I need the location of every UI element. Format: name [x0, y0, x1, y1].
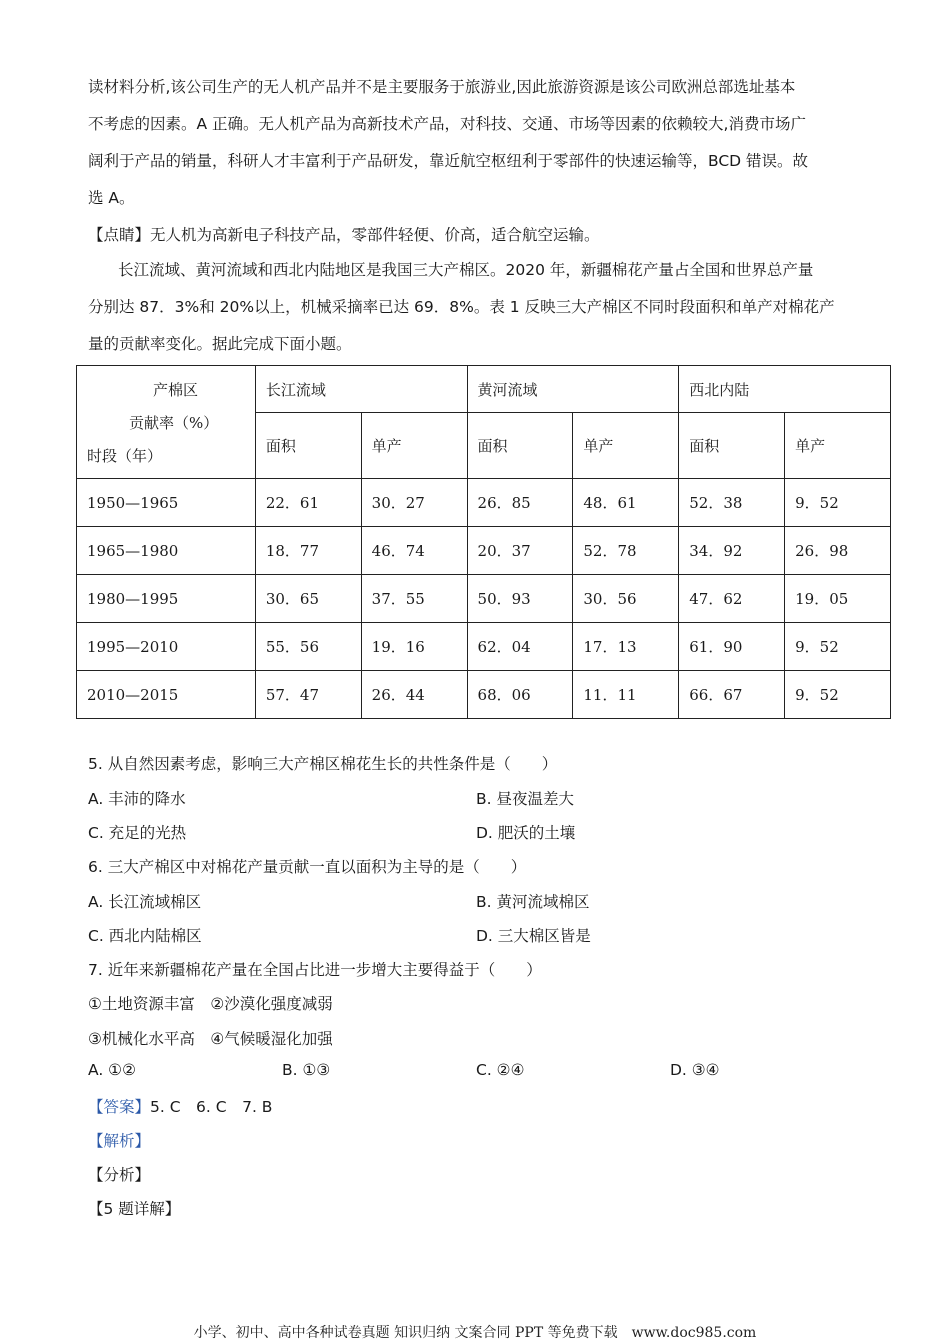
region-header-huanghe: 黄河流域 — [467, 366, 679, 413]
q5-option-b: B. 昼夜温差大 — [476, 790, 574, 808]
value-cell: 62．04 — [467, 623, 573, 671]
material-line-3: 量的贡献率变化。据此完成下面小题。 — [88, 335, 352, 353]
q7-statements-1: ①土地资源丰富 ②沙漠化强度减弱 — [88, 995, 333, 1013]
question-5-stem: 5. 从自然因素考虑，影响三大产棉区棉花生长的共性条件是（ ） — [88, 755, 558, 773]
value-cell: 68．06 — [467, 671, 573, 719]
corner-region-label: 产棉区 — [153, 381, 199, 399]
value-cell: 20．37 — [467, 527, 573, 575]
question-6-stem: 6. 三大产棉区中对棉花产量贡献一直以面积为主导的是（ ） — [88, 858, 527, 876]
q6-option-a: A. 长江流域棉区 — [88, 893, 202, 911]
value-cell: 26．98 — [785, 527, 891, 575]
q6-option-b: B. 黄河流域棉区 — [476, 893, 590, 911]
tip-line: 【点睛】无人机为高新电子科技产品，零部件轻便、价高，适合航空运输。 — [88, 226, 600, 244]
sub-header-area: 面积 — [255, 413, 361, 479]
sub-header-yield: 单产 — [785, 413, 891, 479]
value-cell: 50．93 — [467, 575, 573, 623]
corner-period-label: 时段（年） — [87, 447, 163, 465]
sub-header-yield: 单产 — [573, 413, 679, 479]
value-cell: 9．52 — [785, 671, 891, 719]
period-cell: 1950—1965 — [77, 479, 256, 527]
intro-line-2: 不考虑的因素。A 正确。无人机产品为高新技术产品，对科技、交通、市场等因素的依赖较大,消费市场广 — [88, 115, 806, 133]
table-row — [77, 575, 891, 623]
table-row — [77, 479, 891, 527]
q7-option-d: D. ③④ — [670, 1061, 720, 1079]
material-line-1: 长江流域、黄河流域和西北内陆地区是我国三大产棉区。2020 年，新疆棉花产量占全国和世界总产量 — [118, 261, 814, 279]
region-header-xibei: 西北内陆 — [679, 366, 891, 413]
intro-line-3: 阔利于产品的销量，科研人才丰富利于产品研发，靠近航空枢纽利于零部件的快速运输等，BCD 错误。故 — [88, 152, 809, 170]
q7-option-c: C. ②④ — [476, 1061, 525, 1079]
value-cell: 30．27 — [361, 479, 467, 527]
question-7-stem: 7. 近年来新疆棉花产量在全国占比进一步增大主要得益于（ ） — [88, 961, 542, 979]
value-cell: 9．52 — [785, 479, 891, 527]
q7-option-b: B. ①③ — [282, 1061, 331, 1079]
answer-text: 5. C 6. C 7. B — [150, 1098, 273, 1116]
table-row — [77, 623, 891, 671]
value-cell: 57．47 — [255, 671, 361, 719]
value-cell: 18．77 — [255, 527, 361, 575]
q7-option-a: A. ①② — [88, 1061, 136, 1079]
q5-option-c: C. 充足的光热 — [88, 824, 187, 842]
value-cell: 9．52 — [785, 623, 891, 671]
value-cell: 19．05 — [785, 575, 891, 623]
value-cell: 55．56 — [255, 623, 361, 671]
value-cell: 61．90 — [679, 623, 785, 671]
value-cell: 37．55 — [361, 575, 467, 623]
cotton-contribution-table — [76, 365, 891, 719]
value-cell: 30．65 — [255, 575, 361, 623]
value-cell: 47．62 — [679, 575, 785, 623]
analysis-heading: 【解析】 — [88, 1132, 151, 1150]
table-corner-cell — [77, 366, 256, 479]
corner-rate-label: 贡献率（%） — [129, 414, 219, 432]
value-cell: 48．61 — [573, 479, 679, 527]
value-cell: 52．78 — [573, 527, 679, 575]
value-cell: 17．13 — [573, 623, 679, 671]
period-cell: 1995—2010 — [77, 623, 256, 671]
region-header-changjiang: 长江流域 — [255, 366, 467, 413]
period-cell: 2010—2015 — [77, 671, 256, 719]
answer-line — [88, 1095, 272, 1117]
fenxi-heading: 【分析】 — [88, 1166, 151, 1184]
q5-option-d: D. 肥沃的土壤 — [476, 824, 576, 842]
q7-statements-2: ③机械化水平高 ④气候暖湿化加强 — [88, 1030, 333, 1048]
intro-line-1: 读材料分析,该公司生产的无人机产品并不是主要服务于旅游业,因此旅游资源是该公司欧洲总部选址基本 — [88, 78, 796, 96]
value-cell: 34．92 — [679, 527, 785, 575]
sub-header-area: 面积 — [679, 413, 785, 479]
material-line-2: 分别达 87．3%和 20%以上，机械采摘率已达 69．8%。表 1 反映三大产棉区不同时段面积和单产对棉花产 — [88, 298, 835, 316]
q6-option-d: D. 三大棉区皆是 — [476, 927, 591, 945]
q6-option-c: C. 西北内陆棉区 — [88, 927, 202, 945]
value-cell: 46．74 — [361, 527, 467, 575]
detail-5-heading: 【5 题详解】 — [88, 1200, 181, 1218]
period-cell: 1965—1980 — [77, 527, 256, 575]
value-cell: 19．16 — [361, 623, 467, 671]
period-cell: 1980—1995 — [77, 575, 256, 623]
answer-label: 【答案】 — [88, 1098, 151, 1116]
value-cell: 26．85 — [467, 479, 573, 527]
sub-header-area: 面积 — [467, 413, 573, 479]
value-cell: 30．56 — [573, 575, 679, 623]
value-cell: 26．44 — [361, 671, 467, 719]
q5-option-a: A. 丰沛的降水 — [88, 790, 186, 808]
page-footer: 小学、初中、高中各种试卷真题 知识归纳 文案合同 PPT 等免费下载 www.doc985.com — [193, 1325, 757, 1341]
table-row — [77, 527, 891, 575]
intro-line-4: 选 A。 — [88, 189, 135, 207]
value-cell: 22．61 — [255, 479, 361, 527]
table-row — [77, 671, 891, 719]
sub-header-yield: 单产 — [361, 413, 467, 479]
value-cell: 11．11 — [573, 671, 679, 719]
value-cell: 66．67 — [679, 671, 785, 719]
value-cell: 52．38 — [679, 479, 785, 527]
